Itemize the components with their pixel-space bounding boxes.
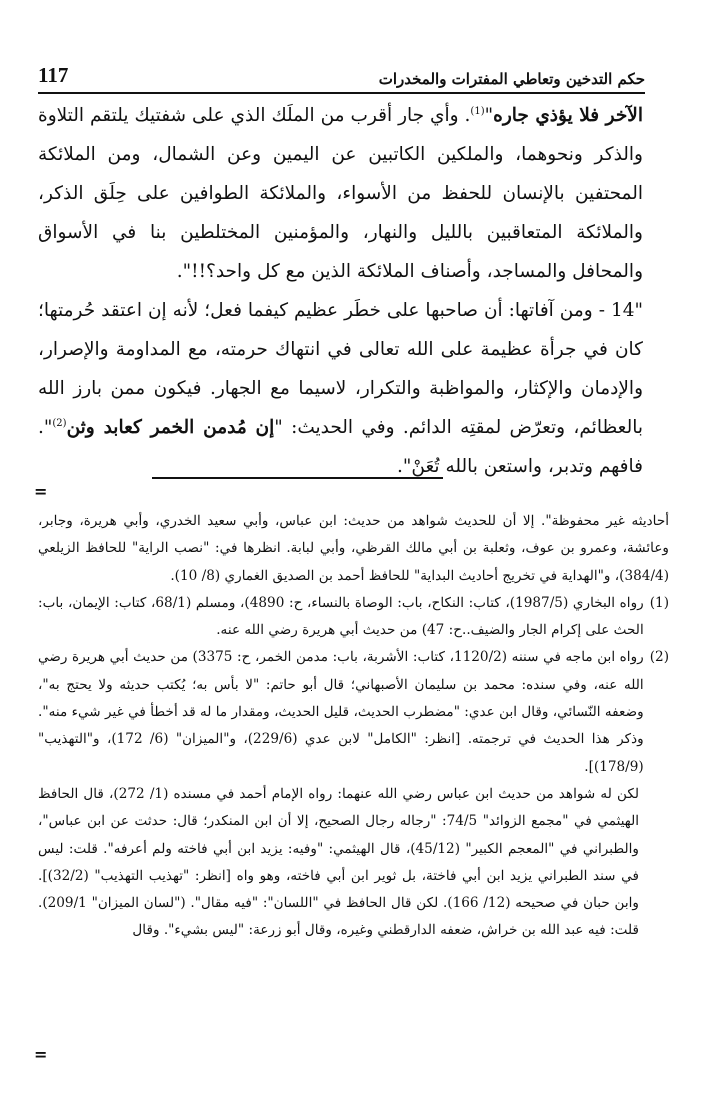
footnote-1 xyxy=(38,590,669,645)
footnote-ref-1: (1) xyxy=(470,105,485,117)
continues-mark: = xyxy=(34,1045,48,1064)
running-title: حكم التدخين وتعاطي المفترات والمخدرات xyxy=(378,70,645,88)
footnotes xyxy=(38,508,669,945)
header-rule xyxy=(38,92,645,94)
main-text xyxy=(38,96,643,486)
footnote-1-number: (1) xyxy=(649,594,669,611)
paragraph-2-end: ". فافهم وتدبر، واستعن بالله تُعَنْ". xyxy=(38,417,643,477)
continuation-mark: = xyxy=(34,482,48,501)
hadith-quote: الآخر فلا يؤذي جاره xyxy=(493,105,643,126)
paragraph-2-text: "14 - ومن آفاتها: أن صاحبها على خطَر عظيم كيفما فعل؛ لأنه إن اعتقد حُرمتها؛ كان في جرأة عظيمة على الله تعالى في انتهاك حرمته، مع المداومة والإصرار، والإدمان والإكثار، والمواظبة والتكرار، لاسيما مع الجهار. فيكون ممن بارز الله بالعظائم، وتعرّض لمقتِه الدائم. وفي الحديث: " xyxy=(38,300,643,438)
footnote-2-number: (2) xyxy=(649,649,669,666)
footnote-2 xyxy=(38,644,669,780)
footnote-ref-2: (2) xyxy=(52,417,67,429)
paragraph-1-text: . وأي جار أقرب من الملَك الذي على شفتيك يلتقم التلاوة والذكر ونحوهما، والملكين الكاتبين عن اليمين وعن الشمال، ومن الملائكة المحتفين بالإنسان للحفظ من الأسواء، والملائكة الطوافين على حِلَق الذكر، والملائكة المتعاقبين بالليل والنهار، والمؤمنين المختلطين بنا في الأسواق والمحافل والمساجد، وأصناف الملائكة الذين مع كل واحد؟!!". xyxy=(38,105,643,282)
paragraph-2 xyxy=(38,291,643,486)
page-number: 117 xyxy=(38,63,69,87)
paragraph-1: الآخر فلا يؤذي جاره"$^{(1)}$. وأي جار أقرب من الملَك الذي على شفتيك يلتقم التلاوة والذكر ونحوهما، والملكين الكاتبين عن اليمين وعن الشمال، ومن الملائكة المحتفين بالإنسان للحفظ من الأسواء، والملائكة الطوافين على حِلَق الذكر، والملائكة المتعاقبين بالليل والنهار، والمؤمنين المختلطين بنا في الأسواق والمحافل والمساجد، وأصناف الملائكة الذين مع كل واحد؟!!". xyxy=(38,105,643,282)
hadith-quote-2: إن مُدمن الخمر كعابد وثن xyxy=(66,417,275,438)
footnote-separator xyxy=(152,477,443,479)
footnote-2-text: رواه ابن ماجه في سننه (1120/2، كتاب: الأشربة، باب: مدمن الخمر، ح: 3375) من حديث أبي هريرة رضي الله عنه، وفي سنده: محمد بن سليمان الأصبهاني؛ قال أبو حاتم: "لا بأس به؛ يُكتب حديثه ولا يحتج به"، وضعفه النّسائي، وقال ابن عدي: "مضطرب الحديث، قليل الحديث، ومقدار ما له قد أخطأ في غير شيء منه". وذكر هذا الحديث في ترجمته. [انظر: "الكامل" لابن عدي (229/6)، و"الميزان" (6/ 172)، و"التهذيب" (178/9)]. xyxy=(38,649,644,775)
footnote-continuation: أحاديثه غير محفوظة". إلا أن للحديث شواهد من حديث: ابن عباس، وأبي سعيد الخدري، وأبي هريرة، وجابر، وعائشة، وعمرو بن عوف، وثعلبة بن أبي مالك القرظي، وأبي لبابة. انظرها في: "نصب الراية" للحافظ الزيلعي (384/4)، و"الهداية في تخريج أحاديث البداية" للحافظ أحمد بن الصديق الغماري (8/ 10). xyxy=(38,513,669,584)
page-header xyxy=(38,58,645,88)
footnote-2-continuation: لكن له شواهد من حديث ابن عباس رضي الله عنهما: رواه الإمام أحمد في مسنده (1/ 272)، قال الحافظ الهيثمي في "مجمع الزوائد" 74/5: "رجاله رجال الصحيح، إلا أن ابن المنكدر؛ قال: حدثت عن ابن عباس"، والطبراني في "المعجم الكبير" (45/12)، قال الهيثمي: "وفيه: يزيد ابن أبي فاخته ولم أعرفه". قلت: ليس في سند الطبراني يزيد ابن أبي فاختة، بل ثوير ابن أبي فاخته، وهو واه [انظر: "تهذيب التهذيب" (32/2)]. وابن حبان في صحيحه (12/ 166). لكن قال الحافظ في "اللسان": "فيه مقال". ("لسان الميزان" 209/1). قلت: فيه عبد الله بن خراش، ضعفه الدارقطني وغيره، وقال أبو زرعة: "ليس بشيء". وقال xyxy=(38,785,639,939)
footnote-1-text: رواه البخاري (1987/5)، كتاب: النكاح، باب: الوصاة بالنساء، ح: 4890)، ومسلم (68/1، كتاب: الإيمان، باب: الحث على إكرام الجار والضيف..ح: 47) من حديث أبي هريرة رضي الله عنه. xyxy=(38,594,644,639)
